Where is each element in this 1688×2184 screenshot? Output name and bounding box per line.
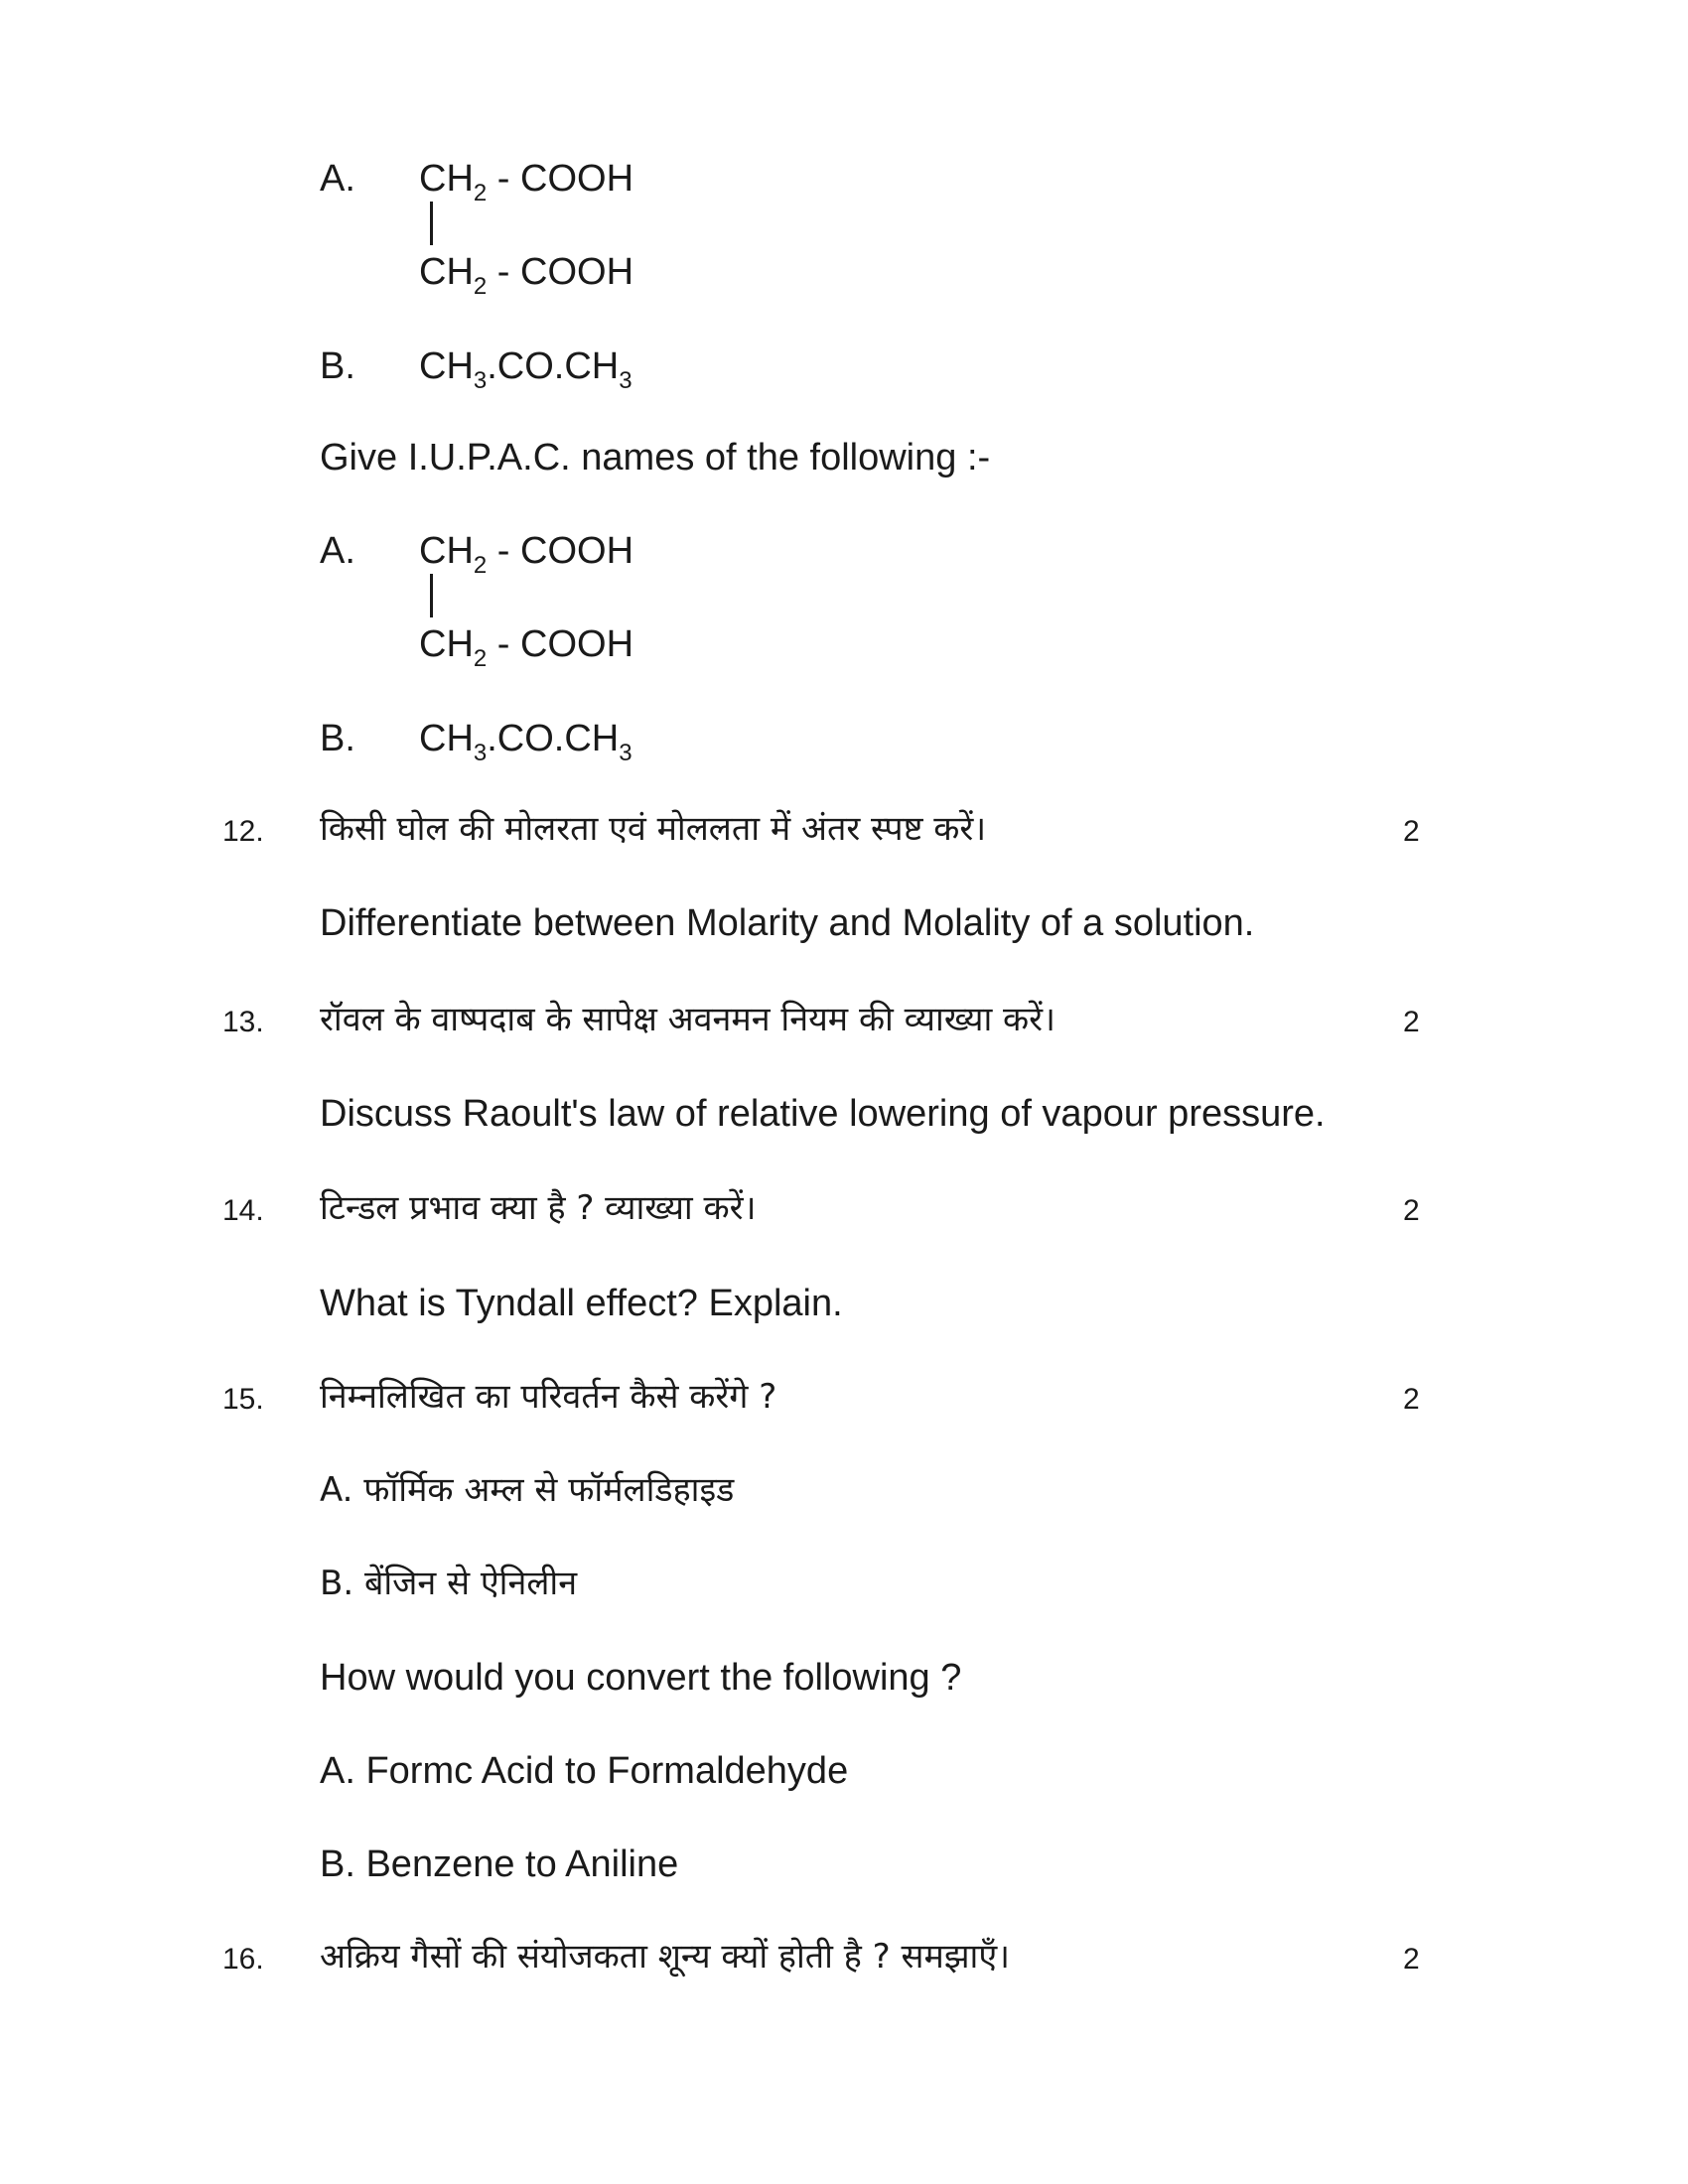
question-english-option: B. Benzene to Aniline bbox=[320, 1843, 679, 1885]
question-english-text: Discuss Raoult's law of relative lowering of vapour pressure. bbox=[320, 1093, 1326, 1135]
question-hindi-text: अक्रिय गैसों की संयोजकता शून्य क्यों होती है ? समझाएँ। bbox=[320, 1937, 1011, 1977]
formula-subscript: 3 bbox=[619, 367, 633, 394]
formula-text: .CO.CH bbox=[487, 718, 620, 759]
option-a-label: A. bbox=[320, 158, 355, 200]
question-english-option: A. Formc Acid to Formaldehyde bbox=[320, 1750, 849, 1792]
question-english-text: Differentiate between Molarity and Molality of a solution. bbox=[320, 902, 1255, 944]
formula-text: CH bbox=[419, 718, 474, 759]
question-hindi-text: रॉवल के वाष्पदाब के सापेक्ष अवनमन नियम की व्याख्या करें। bbox=[320, 1000, 1055, 1039]
question-hindi-option: B. बेंजिन से ऐनिलीन bbox=[320, 1564, 578, 1603]
formula-subscript: 3 bbox=[619, 740, 633, 766]
formula-a-bottom bbox=[419, 621, 634, 672]
formula-subscript: 2 bbox=[473, 273, 488, 300]
question-marks: 2 bbox=[1403, 1194, 1420, 1227]
question-number: 15. bbox=[222, 1383, 264, 1416]
option-b-label: B. bbox=[320, 345, 355, 387]
formula-text: CH bbox=[419, 623, 474, 665]
question-english-text: What is Tyndall effect? Explain. bbox=[320, 1283, 843, 1324]
formula-text: - COOH bbox=[487, 530, 634, 572]
option-a-label: A. bbox=[320, 530, 355, 572]
formula-text: .CO.CH bbox=[487, 345, 620, 387]
formula-text: - COOH bbox=[487, 251, 634, 293]
formula-subscript: 2 bbox=[473, 645, 488, 672]
question-marks: 2 bbox=[1403, 815, 1420, 848]
question-number: 16. bbox=[222, 1943, 264, 1976]
question-number: 13. bbox=[222, 1006, 264, 1038]
formula-subscript: 2 bbox=[473, 552, 488, 579]
formula-subscript: 3 bbox=[473, 367, 488, 394]
question-number: 14. bbox=[222, 1194, 264, 1227]
question-marks: 2 bbox=[1403, 1383, 1420, 1416]
question-hindi-option: A. फॉर्मिक अम्ल से फॉर्मलडिहाइड bbox=[320, 1470, 735, 1510]
single-bond-line bbox=[430, 574, 433, 617]
question-hindi-text: किसी घोल की मोलरता एवं मोललता में अंतर स्पष्ट करें। bbox=[320, 809, 987, 849]
question-hindi-text: टिन्डल प्रभाव क्या है ? व्याख्या करें। bbox=[320, 1188, 757, 1228]
question-marks: 2 bbox=[1403, 1006, 1420, 1038]
single-bond-line bbox=[430, 202, 433, 245]
question-marks: 2 bbox=[1403, 1943, 1420, 1976]
question-number: 12. bbox=[222, 815, 264, 848]
question-english-text: How would you convert the following ? bbox=[320, 1657, 962, 1699]
formula-text: - COOH bbox=[487, 158, 634, 200]
formula-b bbox=[419, 716, 633, 766]
formula-a-top bbox=[419, 156, 634, 206]
formula-a-bottom bbox=[419, 249, 634, 300]
formula-subscript: 3 bbox=[473, 740, 488, 766]
formula-a-top bbox=[419, 528, 634, 579]
formula-text: - COOH bbox=[487, 623, 634, 665]
formula-text: CH bbox=[419, 251, 474, 293]
question-hindi-text: निम्नलिखित का परिवर्तन कैसे करेंगे ? bbox=[320, 1377, 777, 1417]
formula-text: CH bbox=[419, 345, 474, 387]
formula-text: CH bbox=[419, 530, 474, 572]
option-b-label: B. bbox=[320, 718, 355, 759]
formula-text: CH bbox=[419, 158, 474, 200]
formula-b bbox=[419, 343, 633, 394]
iupac-intro: Give I.U.P.A.C. names of the following :- bbox=[320, 437, 991, 478]
formula-subscript: 2 bbox=[473, 180, 488, 206]
